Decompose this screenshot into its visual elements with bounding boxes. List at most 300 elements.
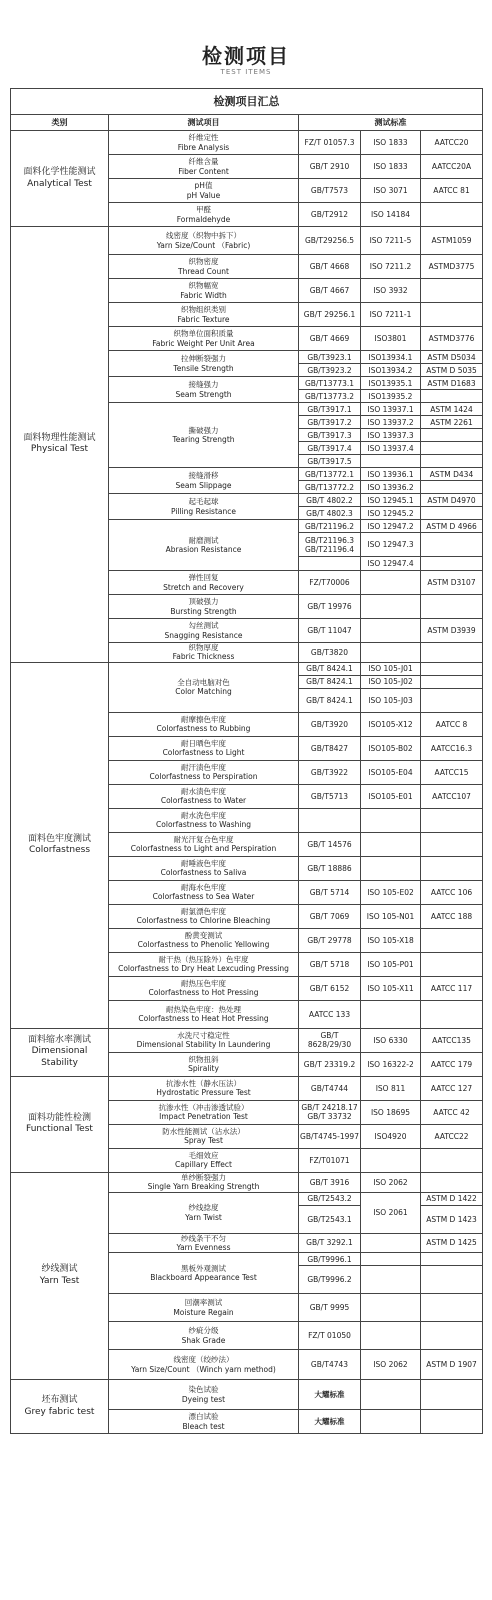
test-item-cell [109,1410,299,1434]
text-line: Tensile Strength [173,363,234,373]
test-item-cell [109,1076,299,1100]
standard-cell [361,520,421,533]
standard-value: ISO 13936.2 [367,482,414,492]
standard-cell [361,595,421,619]
test-item-cell [109,1124,299,1148]
standard-value: AATCC 117 [430,983,473,993]
test-item-cell [109,255,299,279]
standard-cell [421,1294,483,1322]
standard-value: ISO 7211.2 [369,262,412,271]
text-line: 纤维定性 [188,133,219,143]
standard-cell [299,429,361,442]
standard-value: ISO 13937.1 [367,404,414,414]
standard-cell [361,494,421,507]
standard-value: GB/T 4667 [309,286,350,295]
standard-value: ASTM D 5035 [426,365,477,375]
standard-value: ASTM D4970 [427,495,476,505]
standard-cell [421,1000,483,1028]
standard-cell [361,619,421,643]
text-line: 织物幅宽 [188,281,219,291]
standard-value: ISO 12947.2 [367,521,414,531]
standard-cell [421,364,483,377]
standard-cell [299,442,361,455]
standard-value: ISO105-X12 [368,719,413,729]
standard-cell [299,976,361,1000]
test-item-cell [109,760,299,784]
standard-cell [299,595,361,619]
standard-value: AATCC16.3 [430,743,473,753]
text-line: 织物厚度 [188,643,219,652]
text-line: Colorfastness to Water [160,796,247,806]
standard-value: ISO 12947.3 [367,540,414,549]
text-line: Impact Penetration Test [159,1112,248,1122]
standard-value: ASTM D 4966 [426,521,477,531]
standard-cell [299,203,361,227]
standard-cell [421,390,483,403]
standard-cell [299,1294,361,1322]
test-item-cell [109,952,299,976]
table-row [11,131,483,155]
text-line: Colorfastness [28,845,91,856]
text-line: Abrasion Resistance [165,545,242,554]
standard-cell [421,662,483,675]
text-line: Formaldehyde [176,214,231,224]
standard-cell [421,1100,483,1124]
test-item-cell [109,1148,299,1172]
standard-value: ISO 105-X18 [367,935,414,945]
standard-cell [299,403,361,416]
standard-cell [421,1172,483,1192]
standard-value: GB/T13773.2 [304,391,355,401]
standard-cell [299,571,361,595]
standard-cell [421,1076,483,1100]
standard-cell [299,1380,361,1410]
test-item-cell [109,1000,299,1028]
standard-cell [299,1076,361,1100]
text-line: Snagging Resistance [164,630,243,640]
standard-value: GB/T2543.1 [307,1214,352,1224]
standard-value: ASTM D3939 [427,626,476,635]
standard-value: ISO3801 [374,334,407,343]
standard-value: GB/T 29778 [307,935,352,945]
text-line: 线密度（织物中拆下） [166,231,241,241]
standard-cell [361,643,421,663]
test-item-cell [109,928,299,952]
standard-cell [361,203,421,227]
standard-value: FZ/T01071 [309,1155,350,1165]
standard-cell [421,494,483,507]
standard-value: ISO 105-X11 [367,983,414,993]
test-item-cell [109,904,299,928]
test-item-cell [109,1294,299,1322]
standard-cell [361,429,421,442]
standard-cell [421,468,483,481]
standard-value: GB/T [320,1031,339,1041]
standard-cell [299,760,361,784]
standard-value: ASTM D 1425 [426,1238,477,1248]
standard-cell [299,662,361,675]
test-item-cell [109,227,299,255]
standard-value: 大耀标准 [314,1417,345,1427]
standard-value: ISO 2062 [373,1177,408,1187]
standard-cell [421,416,483,429]
standard-value: GB/T3922 [310,767,349,777]
standard-cell [361,403,421,416]
text-line: Colorfastness to Phenolic Yellowing [137,940,270,950]
standard-value: ASTMD3775 [428,262,475,271]
standard-cell [361,1380,421,1410]
standard-cell [421,904,483,928]
text-line: Yarn Size/Count （Fabric) [156,240,251,250]
standard-value: AATCC 8 [435,719,468,729]
test-item-cell [109,520,299,571]
standard-cell [421,442,483,455]
standard-value: ASTM D 1423 [426,1214,477,1224]
standard-value: ISO 13937.3 [367,430,414,440]
standard-value: ISO 14184 [370,210,411,219]
standard-cell [299,928,361,952]
standard-value: ASTM D1683 [427,378,476,388]
test-item-cell [109,377,299,403]
text-line: 耐汗渍色牢度 [181,762,226,772]
test-item-cell [109,351,299,377]
standard-value: GB/T3923.1 [307,352,352,362]
text-line: 耐光汗复合色牢度 [173,834,234,844]
standard-value: GB/T 8424.1 [306,664,353,674]
standard-value: AATCC 179 [430,1059,473,1069]
standard-value: ISO 13937.4 [367,443,414,453]
text-line: 抗渗水性（冲击渗透试验） [158,1102,249,1112]
standard-cell [299,227,361,255]
category-cell [11,1076,109,1172]
text-line: Hydrostatic Pressure Test [156,1088,251,1098]
text-line: Colorfastness to Perspiration [149,772,258,782]
text-line: Yarn Evenness [176,1242,231,1252]
standard-cell [361,976,421,1000]
text-line: Colorfastness to Washing [156,820,251,830]
standard-cell [299,494,361,507]
table-header-row [11,115,483,131]
table-row [11,1172,483,1192]
standard-cell [361,351,421,364]
text-line: Fabric Thickness [172,652,235,662]
standard-value: GB/T 11047 [307,626,352,635]
standard-value: ISO105-E01 [368,791,413,801]
standard-cell [361,1076,421,1100]
standard-cell [421,595,483,619]
test-item-cell [109,712,299,736]
standard-cell [421,557,483,571]
standard-value: AATCC15 [434,767,469,777]
standard-cell [299,1410,361,1434]
standard-value: ISO 1833 [373,162,408,171]
standard-value: ISO 1833 [373,138,408,147]
standard-value: GB/T 3292.1 [306,1238,353,1248]
standard-cell [361,327,421,351]
standard-value: GB/T4743 [310,1360,349,1370]
test-item-cell [109,976,299,1000]
test-item-cell [109,643,299,663]
test-items-table [10,88,483,1434]
column-header: 测试标准 [299,115,483,131]
standard-value: AATCC 133 [308,1009,351,1019]
standard-value: ASTM 1424 [430,404,473,414]
standard-cell [361,557,421,571]
text-line: 顶破强力 [188,597,219,607]
standard-cell [361,1192,421,1233]
standard-cell [421,507,483,520]
text-line: 耐热染色牢度：热处理 [166,1004,241,1014]
standard-cell [299,619,361,643]
standard-value: FZ/T 01057.3 [304,138,355,147]
standard-cell [299,1124,361,1148]
standard-cell [361,1266,421,1294]
standard-cell [299,1350,361,1380]
text-line: 撕破强力 [188,425,219,435]
standard-cell [299,507,361,520]
standard-cell [361,468,421,481]
standard-cell [361,1000,421,1028]
test-item-cell [109,494,299,520]
standard-value: GB/T 6152 [309,983,350,993]
standard-value: ISO 3071 [373,186,408,195]
standard-value: GB/T 33732 [307,1112,352,1122]
test-item-cell [109,279,299,303]
standard-cell [421,643,483,663]
standard-cell [421,227,483,255]
standard-value: GB/T8427 [310,743,349,753]
standard-value: ISO 105-J02 [368,677,413,687]
standard-value: ISO 12945.2 [367,508,414,518]
text-line: 耐唾液色牢度 [181,858,226,868]
standard-value: GB/T3917.2 [307,417,352,427]
standard-cell [299,455,361,468]
category-cell [11,662,109,1028]
standard-value: AATCC20 [434,138,469,147]
standard-cell [361,131,421,155]
text-line: Pilling Resistance [170,506,236,516]
standard-cell [361,1294,421,1322]
table-row [11,1076,483,1100]
test-item-cell [109,662,299,712]
standard-cell [361,1253,421,1266]
standard-cell [299,416,361,429]
standard-cell [361,808,421,832]
standard-cell [299,481,361,494]
text-line: pH值 [194,181,213,191]
standard-value: GB/T 4669 [309,334,350,343]
standard-value: AATCC 188 [430,911,473,921]
standard-cell [299,784,361,808]
standard-cell [361,832,421,856]
standard-cell [299,1052,361,1076]
page-title: 检测项目 [202,44,290,68]
text-line: Colorfastness to Saliva [160,868,247,878]
standard-cell [299,351,361,364]
standard-cell [299,856,361,880]
standard-cell [421,1266,483,1294]
standard-cell [421,203,483,227]
standard-value: GB/T21196.2 [304,521,355,531]
standard-cell [421,952,483,976]
category-cell [11,131,109,227]
text-line: Blackboard Appearance Test [150,1273,257,1283]
table-row [11,227,483,255]
text-line: 漂白试验 [188,1412,219,1422]
standard-value: AATCC20A [431,162,472,171]
category-cell [11,1028,109,1076]
text-line: 织物单位面积质量 [173,329,234,339]
standard-cell [421,619,483,643]
test-item-cell [109,179,299,203]
standard-value: GB/T3920 [310,719,349,729]
text-line: pH Value [186,190,221,200]
standard-value: ISO105-E04 [368,767,413,777]
text-line: 耐摩擦色牢度 [181,714,226,724]
test-item-cell [109,832,299,856]
standard-value: GB/T9996.2 [307,1275,352,1285]
test-item-cell [109,1100,299,1124]
test-item-cell [109,808,299,832]
standard-cell [421,1410,483,1434]
standard-cell [361,377,421,390]
text-line: 耐海水色牢度 [181,882,226,892]
test-item-cell [109,1380,299,1410]
page-subtitle: TEST ITEMS [220,68,272,76]
standard-cell [421,571,483,595]
standard-value: ISO 12945.1 [367,495,414,505]
standard-cell [299,712,361,736]
text-line: 耐热压色牢度 [181,978,226,988]
standard-value: AATCC 42 [433,1107,470,1117]
standard-cell [361,390,421,403]
text-line: Color Matching [175,687,232,697]
standard-cell [361,1028,421,1052]
text-line: 耐磨测试 [188,535,219,545]
standard-value: ISO 105-P01 [367,959,414,969]
standard-value: AATCC 81 [433,186,470,195]
standard-cell [421,1192,483,1205]
standard-cell [299,1205,361,1233]
standard-cell [299,131,361,155]
text-line: 单纱断裂强力 [181,1172,226,1182]
standard-cell [361,1172,421,1192]
standard-value: GB/T3917.3 [307,430,352,440]
text-line: Spray Test [184,1136,223,1146]
category-cell [11,1172,109,1380]
text-line: 黑板外观测试 [181,1263,226,1273]
standard-cell [299,279,361,303]
standard-cell [299,1028,361,1052]
standard-cell [299,952,361,976]
text-line: 面料色牢度测试 [27,833,91,844]
standard-cell [421,1124,483,1148]
text-line: Seam Slippage [175,480,232,490]
text-line: 甲醛 [196,205,211,215]
standard-value: GB/T 5714 [309,887,350,897]
standard-cell [361,416,421,429]
standard-value: ISO 105-J03 [368,695,413,705]
text-line: Colorfastness to Rubbing [156,724,251,734]
standard-cell [299,533,361,557]
test-item-cell [109,736,299,760]
standard-cell [299,557,361,571]
standard-cell [421,1322,483,1350]
standard-value: GB/T13773.1 [304,378,355,388]
text-line: Stability [41,1058,78,1069]
text-line: Thread Count [178,266,229,276]
standard-value: ASTM D3107 [427,578,476,587]
standard-cell [361,952,421,976]
standard-cell [361,155,421,179]
text-line: Colorfastness to Light and Perspiration [130,844,277,854]
standard-value: ISO 811 [375,1083,406,1093]
standard-cell [421,303,483,327]
text-line: 起毛起球 [188,497,219,507]
text-line: Dimensional [31,1046,88,1057]
test-item-cell [109,1192,299,1233]
table-row [11,662,483,675]
text-line: 耐氯漂色牢度 [181,906,226,916]
standard-cell [361,784,421,808]
test-item-cell [109,595,299,619]
text-line: 染色试验 [188,1385,219,1395]
standard-cell [361,481,421,494]
text-line: Colorfastness to Chlorine Bleaching [136,916,271,926]
standard-value: ISO 16322-2 [367,1059,414,1069]
standard-value: GB/T 3916 [309,1177,350,1187]
standard-value: ISO 105-J01 [368,664,413,674]
text-line: 酚黄变测试 [184,930,223,940]
standard-cell [421,1052,483,1076]
test-item-cell [109,784,299,808]
text-line: Capillary Effect [175,1160,232,1170]
standard-cell [361,1100,421,1124]
text-line: 织物密度 [188,257,219,267]
standard-cell [421,429,483,442]
text-line: 耐水洗色牢度 [181,810,226,820]
standard-cell [421,520,483,533]
standard-cell [421,179,483,203]
standard-cell [299,1100,361,1124]
test-item-cell [109,1233,299,1253]
standard-cell [421,481,483,494]
standard-cell [421,455,483,468]
standard-value: ISO 7211-1 [369,310,412,319]
standard-value: GB/T 23319.2 [303,1059,356,1069]
standard-value: GB/T13772.1 [304,469,355,479]
standard-value: GB/T 4802.2 [306,495,353,505]
text-line: Yarn Size/Count （Winch yarn method) [131,1364,276,1374]
standard-value: GB/T5713 [310,791,349,801]
standard-value: ISO 18695 [370,1107,411,1117]
standard-value: GB/T9996.1 [307,1254,352,1264]
text-line: Colorfastness to Hot Pressing [148,988,259,998]
standard-cell [421,688,483,712]
text-line: 纱线测试 [41,1264,78,1275]
standard-value: GB/T 9995 [309,1303,350,1313]
standard-value: AATCC 106 [430,887,473,897]
table-caption-row [11,89,483,115]
standard-cell [361,455,421,468]
standard-value: ISO 6330 [373,1035,408,1045]
standard-value: AATCC135 [432,1035,471,1045]
standard-value: GB/T3917.5 [307,456,352,466]
table-row [11,1380,483,1410]
text-line: 耐水渍色牢度 [181,786,226,796]
standard-cell [361,675,421,688]
standard-cell [421,712,483,736]
